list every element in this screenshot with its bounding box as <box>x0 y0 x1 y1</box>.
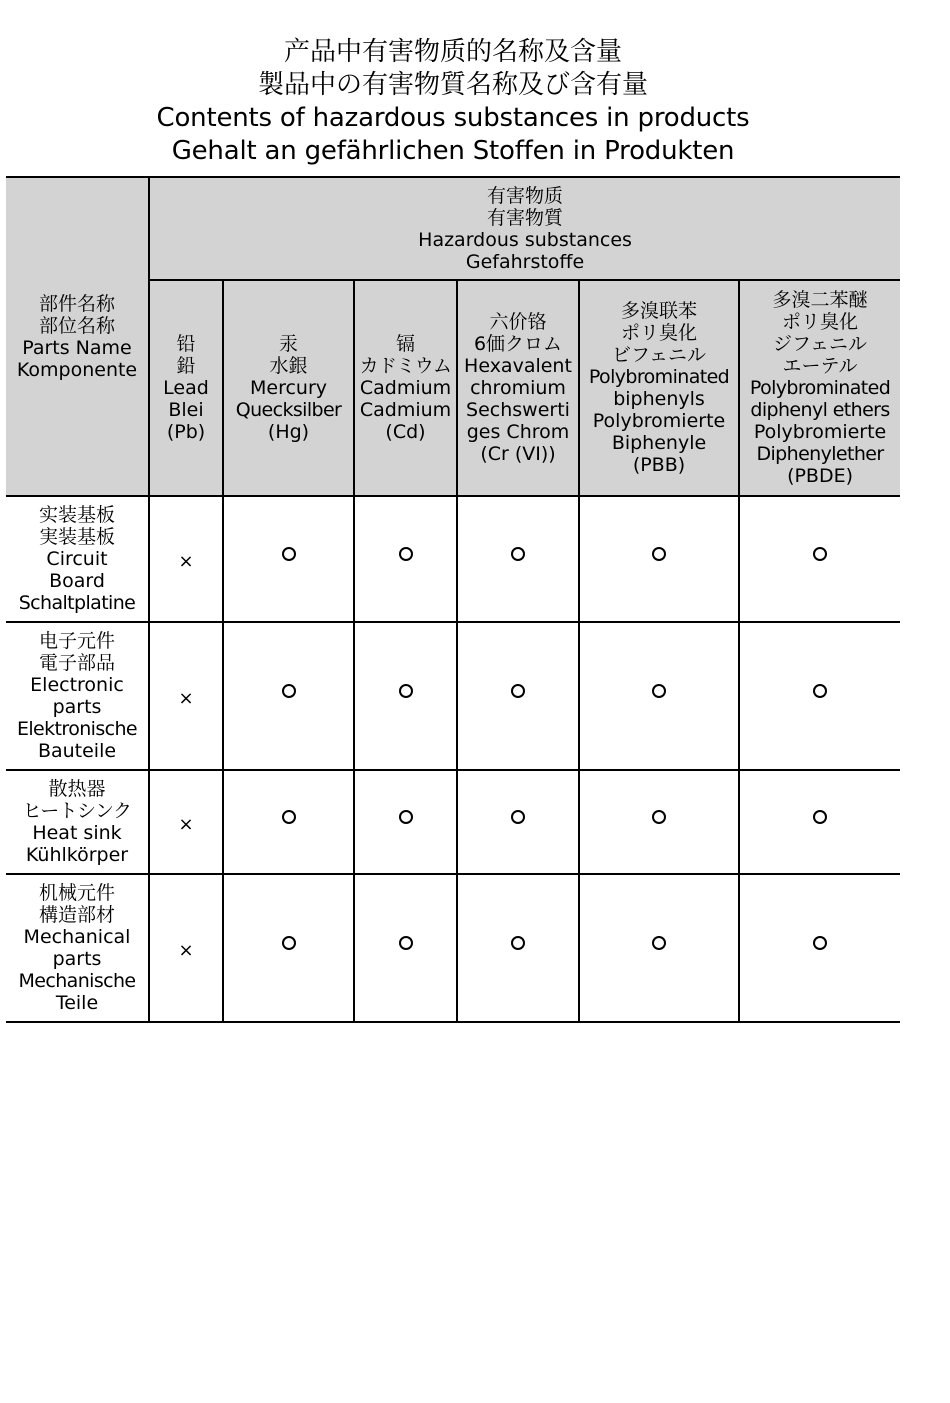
contains-mark: × <box>178 814 194 835</box>
compliant-mark <box>511 936 525 950</box>
mark-cell <box>223 770 354 874</box>
mark-cell <box>457 496 579 622</box>
compliant-mark <box>399 810 413 824</box>
mark-cell <box>457 622 579 770</box>
substance-header-pbde: 多溴二苯醚 ポリ臭化 ジフェニル エーテル Polybrominated diphenyl ethers Polybromierte Diphenylether (PBDE) <box>739 280 900 496</box>
compliant-mark <box>813 547 827 561</box>
title-english: Contents of hazardous substances in products <box>156 103 750 133</box>
compliant-mark <box>511 547 525 561</box>
compliant-mark <box>282 810 296 824</box>
compliant-mark <box>652 810 666 824</box>
substance-header-hexavalent-chromium: 六价铬 6価クロム Hexavalent chromium Sechswerti ges Chrom (Cr (VI)) <box>457 280 579 496</box>
compliant-mark <box>813 810 827 824</box>
part-name-mechanical-parts: 机械元件 構造部材 Mechanical parts Mechanische Teile <box>6 874 149 1022</box>
compliant-mark <box>399 684 413 698</box>
part-name-circuit-board: 实装基板 実装基板 Circuit Board Schaltplatine <box>6 496 149 622</box>
parts-name-header: 部件名称 部位名称 Parts Name Komponente <box>6 177 149 496</box>
compliant-mark <box>813 936 827 950</box>
title-german: Gehalt an gefährlichen Stoffen in Produkten <box>171 136 735 166</box>
part-name-electronic-parts: 电子元件 電子部品 Electronic parts Elektronische Bauteile <box>6 622 149 770</box>
compliant-mark <box>399 547 413 561</box>
mark-cell <box>739 770 900 874</box>
mark-cell <box>579 770 739 874</box>
compliant-mark <box>282 684 296 698</box>
document-titles <box>0 36 906 168</box>
compliant-mark <box>282 547 296 561</box>
substance-header-pbb: 多溴联苯 ポリ臭化 ビフェニル Polybrominated biphenyls Polybromierte Biphenyle (PBB) <box>579 280 739 496</box>
mark-cell <box>354 770 457 874</box>
compliant-mark <box>652 936 666 950</box>
mark-cell <box>579 496 739 622</box>
contains-mark: × <box>178 551 194 572</box>
compliant-mark <box>652 684 666 698</box>
hazardous-substances-table <box>6 176 900 1023</box>
mark-cell <box>354 496 457 622</box>
mark-cell <box>223 622 354 770</box>
substance-header-lead: 铅 鉛 Lead Blei (Pb) <box>149 280 223 496</box>
mark-cell <box>579 622 739 770</box>
title-chinese: 产品中有害物质的名称及含量 <box>283 37 622 67</box>
compliant-mark <box>813 684 827 698</box>
part-name-heat-sink: 散热器 ヒートシンク Heat sink Kühlkörper <box>6 770 149 874</box>
table-row <box>6 496 900 622</box>
hazardous-substances-header: 有害物质 有害物質 Hazardous substances Gefahrstoffe <box>149 177 900 280</box>
mark-cell <box>149 770 223 874</box>
mark-cell <box>739 496 900 622</box>
table-row <box>6 874 900 1022</box>
substance-header-cadmium: 镉 カドミウム Cadmium Cadmium (Cd) <box>354 280 457 496</box>
mark-cell <box>149 622 223 770</box>
compliant-mark <box>282 936 296 950</box>
mark-cell <box>223 874 354 1022</box>
compliant-mark <box>511 810 525 824</box>
contains-mark: × <box>178 688 194 709</box>
mark-cell <box>354 874 457 1022</box>
mark-cell <box>579 874 739 1022</box>
title-japanese: 製品中の有害物質名称及び含有量 <box>257 70 648 100</box>
compliant-mark <box>511 684 525 698</box>
table-row <box>6 622 900 770</box>
mark-cell <box>739 874 900 1022</box>
contains-mark: × <box>178 940 194 961</box>
mark-cell <box>149 874 223 1022</box>
substance-header-mercury: 汞 水銀 Mercury Quecksilber (Hg) <box>223 280 354 496</box>
mark-cell <box>149 496 223 622</box>
mark-cell <box>223 496 354 622</box>
compliant-mark <box>652 547 666 561</box>
mark-cell <box>457 874 579 1022</box>
compliant-mark <box>399 936 413 950</box>
table-row <box>6 770 900 874</box>
mark-cell <box>354 622 457 770</box>
mark-cell <box>739 622 900 770</box>
mark-cell <box>457 770 579 874</box>
